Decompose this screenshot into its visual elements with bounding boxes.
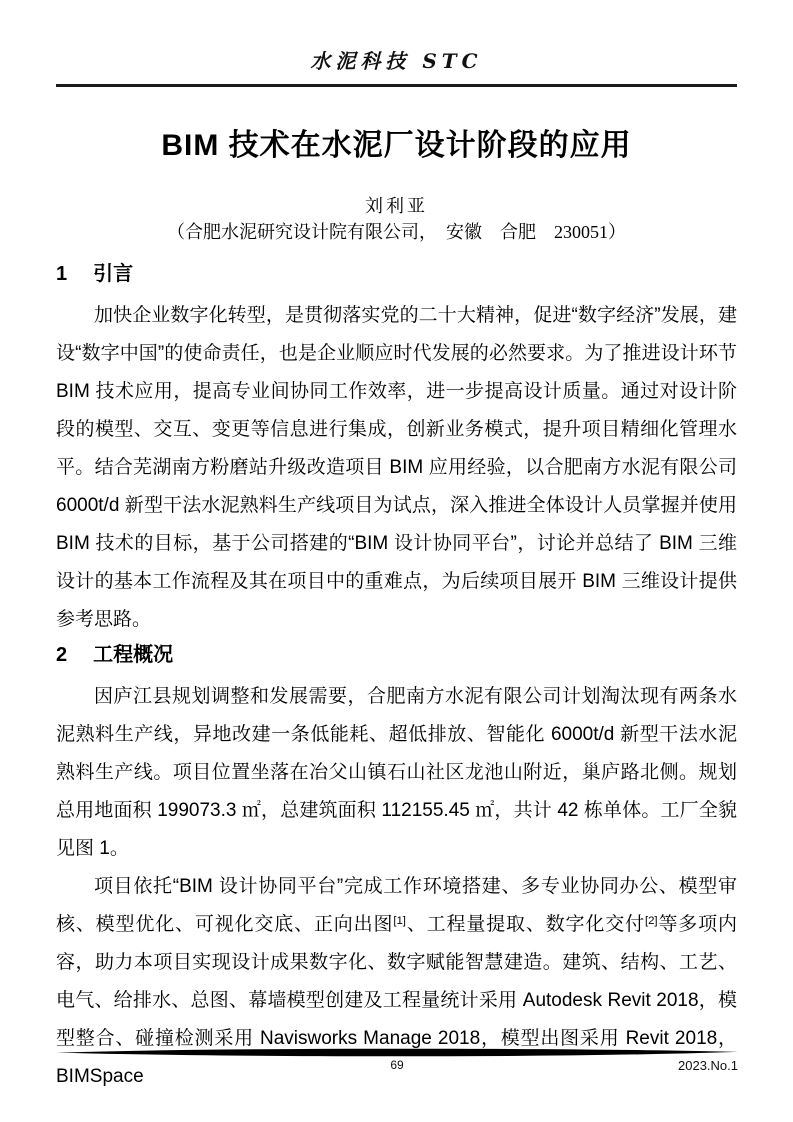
author-name: 刘利亚 <box>365 196 428 216</box>
page-footer <box>56 1048 738 1076</box>
page-header <box>56 48 737 87</box>
paragraph-introduction: 加快企业数字化转型，是贯彻落实党的二十大精神，促进“数字经济”发展，建设“数字中国”的使命责任，也是企业顺应时代发展的必然要求。为了推进设计环节 BIM 技术应用，提高专业间协同工作效率，进一步提高设计质量。通过对设计阶段的模型、交互、变更等信息进行集成，创新业务模式，提升项目精细化管理水平。结合芜湖南方粉磨站升级改造项目 BIM 应用经验，以合肥南方水泥有限公司 6000t/d 新型干法水泥熟料生产线项目为试点，深入推进全体设计人员掌握并使用 BIM 技术的目标，基于公司搭建的“BIM 设计协同平台”，讨论并总结了 BIM 三维设计的基本工作流程及其在项目中的重难点，为后续项目展开 BIM 三维设计提供参考思路。 <box>56 305 737 630</box>
section-introduction <box>56 261 737 639</box>
section-project-overview <box>56 642 737 1096</box>
footer-row <box>56 1058 738 1076</box>
author-affiliation: （合肥水泥研究设计院有限公司， 安徽 合肥 230051） <box>167 222 626 242</box>
journal-title: 水泥科技 STC <box>310 49 483 73</box>
section-2-title: 工程概况 <box>93 644 174 666</box>
footer-decorative-bar <box>56 1048 738 1057</box>
section-2-number: 2 <box>56 644 68 666</box>
issue-label: 2023.No.1 <box>678 1058 738 1073</box>
section-1-number: 1 <box>56 263 68 285</box>
article-body <box>56 127 737 1096</box>
paragraph-bim-platform: 项目依托“BIM 设计协同平台”完成工作环境搭建、多专业协同办公、模型审核、模型优化、可视化交底、正向出图[1]、工程量提取、数字化交付[2]等多项内容，助力本项目实现设计成果数字化、数字赋能智慧建造。建筑、结构、工艺、电气、给排水、总图、幕墙模型创建及工程量统计采用 Autodesk Revit 2018，模型整合、碰撞检测采用 Navisworks Manage 2018，模型出图采用 Revit 2018，BIMSpace <box>56 876 737 1087</box>
paragraph-project-site: 因庐江县规划调整和发展需要，合肥南方水泥有限公司计划淘汰现有两条水泥熟料生产线，异地改建一条低能耗、超低排放、智能化 6000t/d 新型干法水泥熟料生产线。项目位置坐落在冶父山镇石山社区龙池山附近，巢庐路北侧。规划总用地面积 199073.3 ㎡，总建筑面积 112155.45 ㎡，共计 42 栋单体。工厂全貌见图 1。 <box>56 686 737 859</box>
section-1-heading <box>56 261 737 288</box>
page-number: 69 <box>390 1058 404 1072</box>
article-title: BIM 技术在水泥厂设计阶段的应用 <box>161 129 632 162</box>
header-rule <box>56 84 737 87</box>
section-1-title: 引言 <box>93 263 134 285</box>
section-2-heading <box>56 642 737 669</box>
